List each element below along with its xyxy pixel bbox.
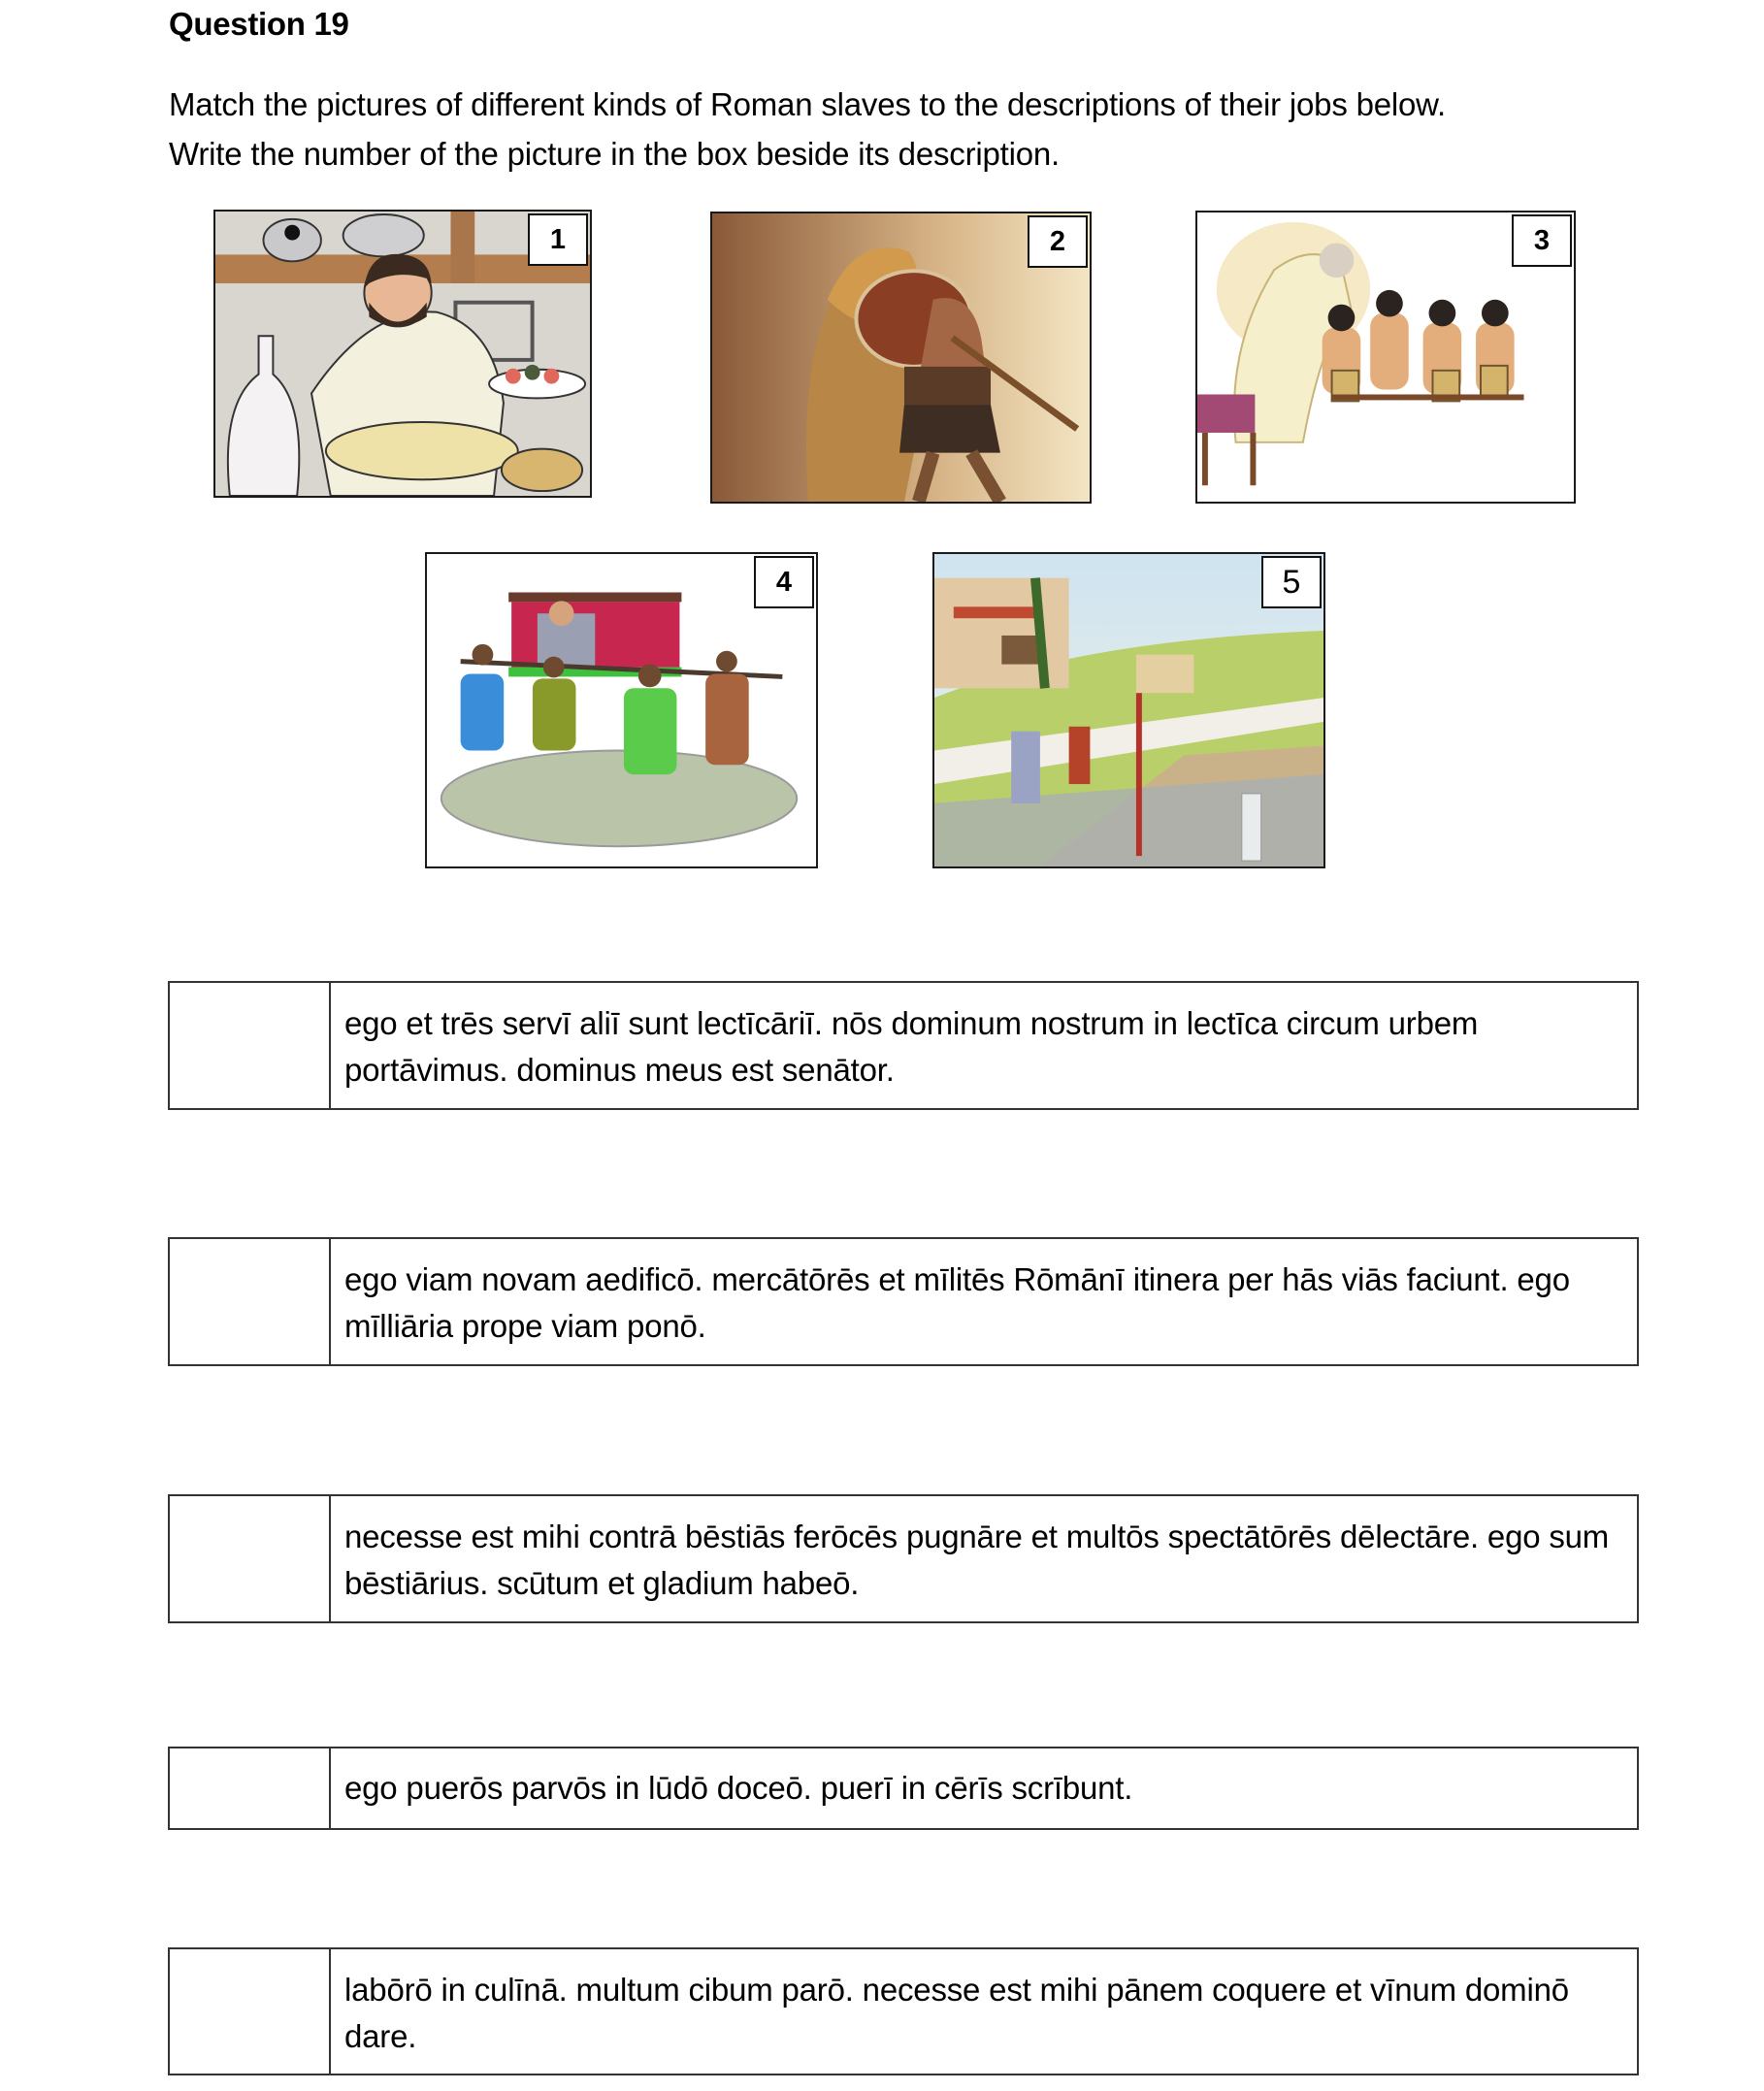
picture-5-road-builders: [932, 552, 1325, 868]
picture-number-1: 1: [528, 213, 588, 266]
answer-box-2[interactable]: [170, 1239, 331, 1364]
description-row-3: [168, 1494, 1639, 1623]
picture-number-5: 5: [1261, 556, 1322, 608]
picture-1-cook: [213, 210, 592, 498]
picture-4-litter-bearers: [425, 552, 818, 868]
picture-number-2: 2: [1028, 215, 1088, 268]
picture-number-3: 3: [1512, 214, 1572, 267]
answer-box-1[interactable]: [170, 983, 331, 1108]
picture-3-teacher: [1195, 211, 1576, 504]
instruction-line-2: Write the number of the picture in the box beside its description.: [169, 136, 1061, 172]
picture-2-bestiarius: [710, 212, 1092, 504]
description-row-4: [168, 1747, 1639, 1830]
answer-box-5[interactable]: [170, 1949, 331, 2074]
description-row-5: [168, 1947, 1639, 2075]
description-text-5: labōrō in culīnā. multum cibum parō. necesse est mihi pānem coquere et vīnum dominō dare.: [344, 1972, 1569, 2054]
instruction-line-1: Match the pictures of different kinds of Roman slaves to the descriptions of their jobs below.: [169, 86, 1446, 122]
description-row-2: [168, 1237, 1639, 1366]
description-text-3: necesse est mihi contrā bēstiās ferōcēs pugnāre et multōs spectātōrēs dēlectāre. ego sum bēstiārius. scūtum et gladium habeō.: [344, 1519, 1610, 1601]
answer-box-4[interactable]: [170, 1748, 331, 1828]
question-title: Question 19: [169, 6, 349, 42]
description-text-1: ego et trēs servī aliī sunt lectīcāriī. nōs dominum nostrum in lectīca circum urbem portāvimus. dominus meus est senātor.: [344, 1005, 1479, 1088]
description-row-1: [168, 981, 1639, 1110]
picture-number-4: 4: [754, 556, 814, 608]
description-text-2: ego viam novam aedificō. mercātōrēs et mīlitēs Rōmānī itinera per hās viās faciunt. ego mīlliāria prope viam ponō.: [344, 1261, 1570, 1344]
description-text-4: ego puerōs parvōs in lūdō doceō. puerī in cērīs scrībunt.: [344, 1770, 1133, 1806]
answer-box-3[interactable]: [170, 1496, 331, 1621]
